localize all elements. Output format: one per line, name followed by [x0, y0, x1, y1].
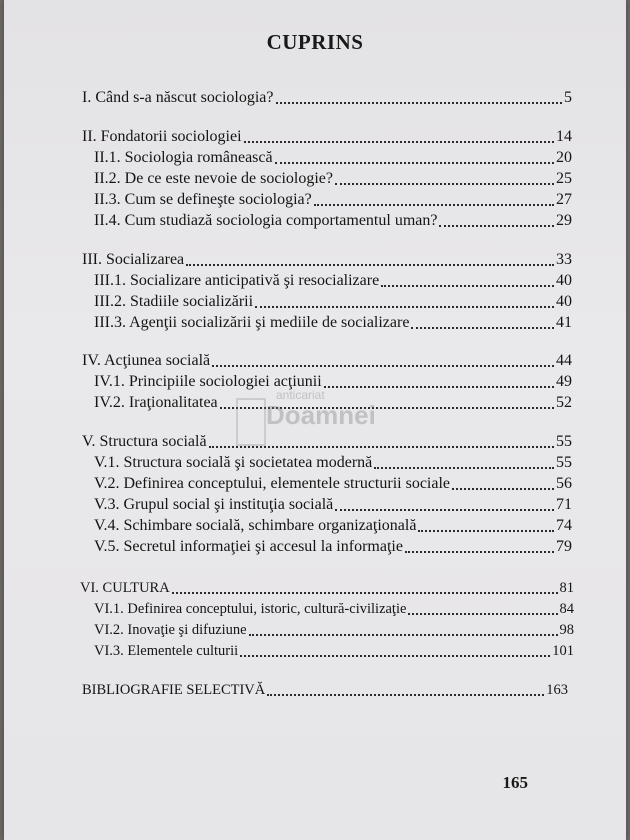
dot-leader — [186, 263, 554, 266]
toc-entry — [94, 516, 572, 536]
toc-entry-label: IV. Acţiunea socială — [82, 352, 211, 369]
toc-entry-label: II.2. De ce este nevoie de sociologie? — [94, 170, 334, 187]
toc-entry-page: 79 — [556, 538, 572, 555]
toc-entry-label: IV.2. Iraţionalitatea — [94, 394, 218, 411]
toc-entry-page: 52 — [556, 394, 572, 411]
dot-leader — [405, 550, 554, 553]
toc-entry-page: 33 — [556, 251, 572, 268]
toc-entry — [82, 88, 572, 108]
toc-entry — [94, 495, 572, 515]
toc-entry-label: II.1. Sociologia românească — [94, 149, 273, 166]
toc-entry-page: 40 — [556, 293, 572, 310]
toc-entry-page: 40 — [556, 272, 572, 289]
toc-entry-label: II. Fondatorii sociologiei — [82, 128, 242, 145]
toc-entry-page: 49 — [556, 373, 572, 390]
toc-entry-page: 101 — [552, 643, 574, 659]
toc-entry-page: 84 — [559, 601, 574, 617]
toc-entry-page: 29 — [556, 212, 572, 229]
toc-entry-page: 27 — [556, 191, 572, 208]
watermark-frame — [236, 398, 266, 446]
toc-entry-page: 5 — [564, 89, 572, 106]
dot-leader — [411, 326, 554, 329]
dot-leader — [275, 161, 554, 164]
dot-leader — [439, 224, 554, 227]
dot-leader — [172, 591, 558, 594]
toc-entry-label: IV.1. Principiile sociologiei acţiunii — [94, 373, 322, 390]
toc-entry — [94, 211, 572, 231]
toc-entry-page: 81 — [559, 580, 574, 596]
toc-entry-page: 56 — [556, 475, 572, 492]
page-number: 165 — [502, 773, 528, 792]
dot-leader — [314, 203, 554, 206]
toc-entry-label: V. Structura socială — [82, 433, 207, 450]
watermark-line2: Doamnei — [266, 400, 376, 430]
dot-leader — [335, 182, 554, 185]
dot-leader — [381, 284, 554, 287]
toc-entry-page: 55 — [556, 433, 572, 450]
dot-leader — [374, 466, 554, 469]
toc-entry-label: III.3. Agenţii socializării şi mediile de socializare — [94, 314, 410, 331]
toc-entry-page: 44 — [556, 352, 572, 369]
toc-entry — [94, 537, 572, 557]
book-page — [4, 0, 626, 840]
toc-entry-label: I. Când s-a născut sociologia? — [82, 89, 274, 106]
toc-entry — [94, 292, 572, 312]
toc-entry — [82, 351, 572, 371]
toc-entry — [94, 453, 572, 473]
toc-entry-page: 14 — [556, 128, 572, 145]
toc-entry-label: BIBLIOGRAFIE SELECTIVĂ — [82, 682, 266, 698]
toc-entry-label: VI.3. Elementele culturii — [94, 643, 239, 659]
dot-leader — [249, 633, 558, 636]
toc-entry — [82, 127, 572, 147]
toc-entry-label: II.3. Cum se defineşte sociologia? — [94, 191, 312, 208]
watermark-logo — [236, 388, 376, 450]
toc-entry — [94, 271, 572, 291]
toc-entry-label: III. Socializarea — [82, 251, 185, 268]
toc-entry — [82, 250, 572, 270]
watermark-line1: anticariat — [276, 388, 325, 402]
toc-entry — [94, 313, 572, 333]
toc-entry — [94, 169, 572, 189]
toc-entry-label: II.4. Cum studiază sociologia comportamentul uman? — [94, 212, 438, 229]
dot-leader — [452, 487, 554, 490]
dot-leader — [212, 364, 554, 367]
toc-entry-label: III.2. Stadiile socializării — [94, 293, 254, 310]
toc-entry — [94, 474, 572, 494]
toc-entry-page: 41 — [556, 314, 572, 331]
toc-entry — [94, 599, 574, 619]
toc-entry-label: V.2. Definirea conceptului, elementele structurii sociale — [94, 475, 451, 492]
toc-entry-page: 98 — [559, 622, 574, 638]
toc-entry-label: V.3. Grupul social şi instituţia socială — [94, 496, 334, 513]
toc-entry-label: V.1. Structura socială şi societatea modernă — [94, 454, 373, 471]
dot-leader — [240, 654, 550, 657]
toc-entry-label: VI. CULTURA — [80, 580, 170, 596]
dot-leader — [276, 101, 563, 104]
toc-entry — [94, 620, 574, 640]
toc-entry-label: V.4. Schimbare socială, schimbare organizaţională — [94, 517, 417, 534]
dot-leader — [335, 508, 554, 511]
toc-entry-page: 20 — [556, 149, 572, 166]
toc-entry — [80, 578, 574, 598]
page-title: CUPRINS — [266, 30, 364, 54]
toc-entry-page: 74 — [556, 517, 572, 534]
dot-leader — [244, 140, 554, 143]
toc-entry — [82, 680, 568, 700]
toc-entry-label: VI.1. Definirea conceptului, istoric, cultură-civilizaţie — [94, 601, 407, 617]
dot-leader — [267, 693, 544, 696]
toc-entry-page: 163 — [546, 682, 568, 698]
toc-entry-label: III.1. Socializare anticipativă şi resocializare — [94, 272, 380, 289]
dot-leader — [408, 612, 557, 615]
toc-entry-page: 71 — [556, 496, 572, 513]
toc-entry-label: VI.2. Inovaţie şi difuziune — [94, 622, 247, 638]
toc-entry-page: 25 — [556, 170, 572, 187]
toc-entry — [94, 641, 574, 661]
toc-entry — [94, 148, 572, 168]
toc-entry-page: 55 — [556, 454, 572, 471]
toc-entry — [94, 190, 572, 210]
dot-leader — [418, 529, 554, 532]
dot-leader — [255, 305, 554, 308]
toc-entry-label: V.5. Secretul informaţiei şi accesul la informaţie — [94, 538, 403, 555]
